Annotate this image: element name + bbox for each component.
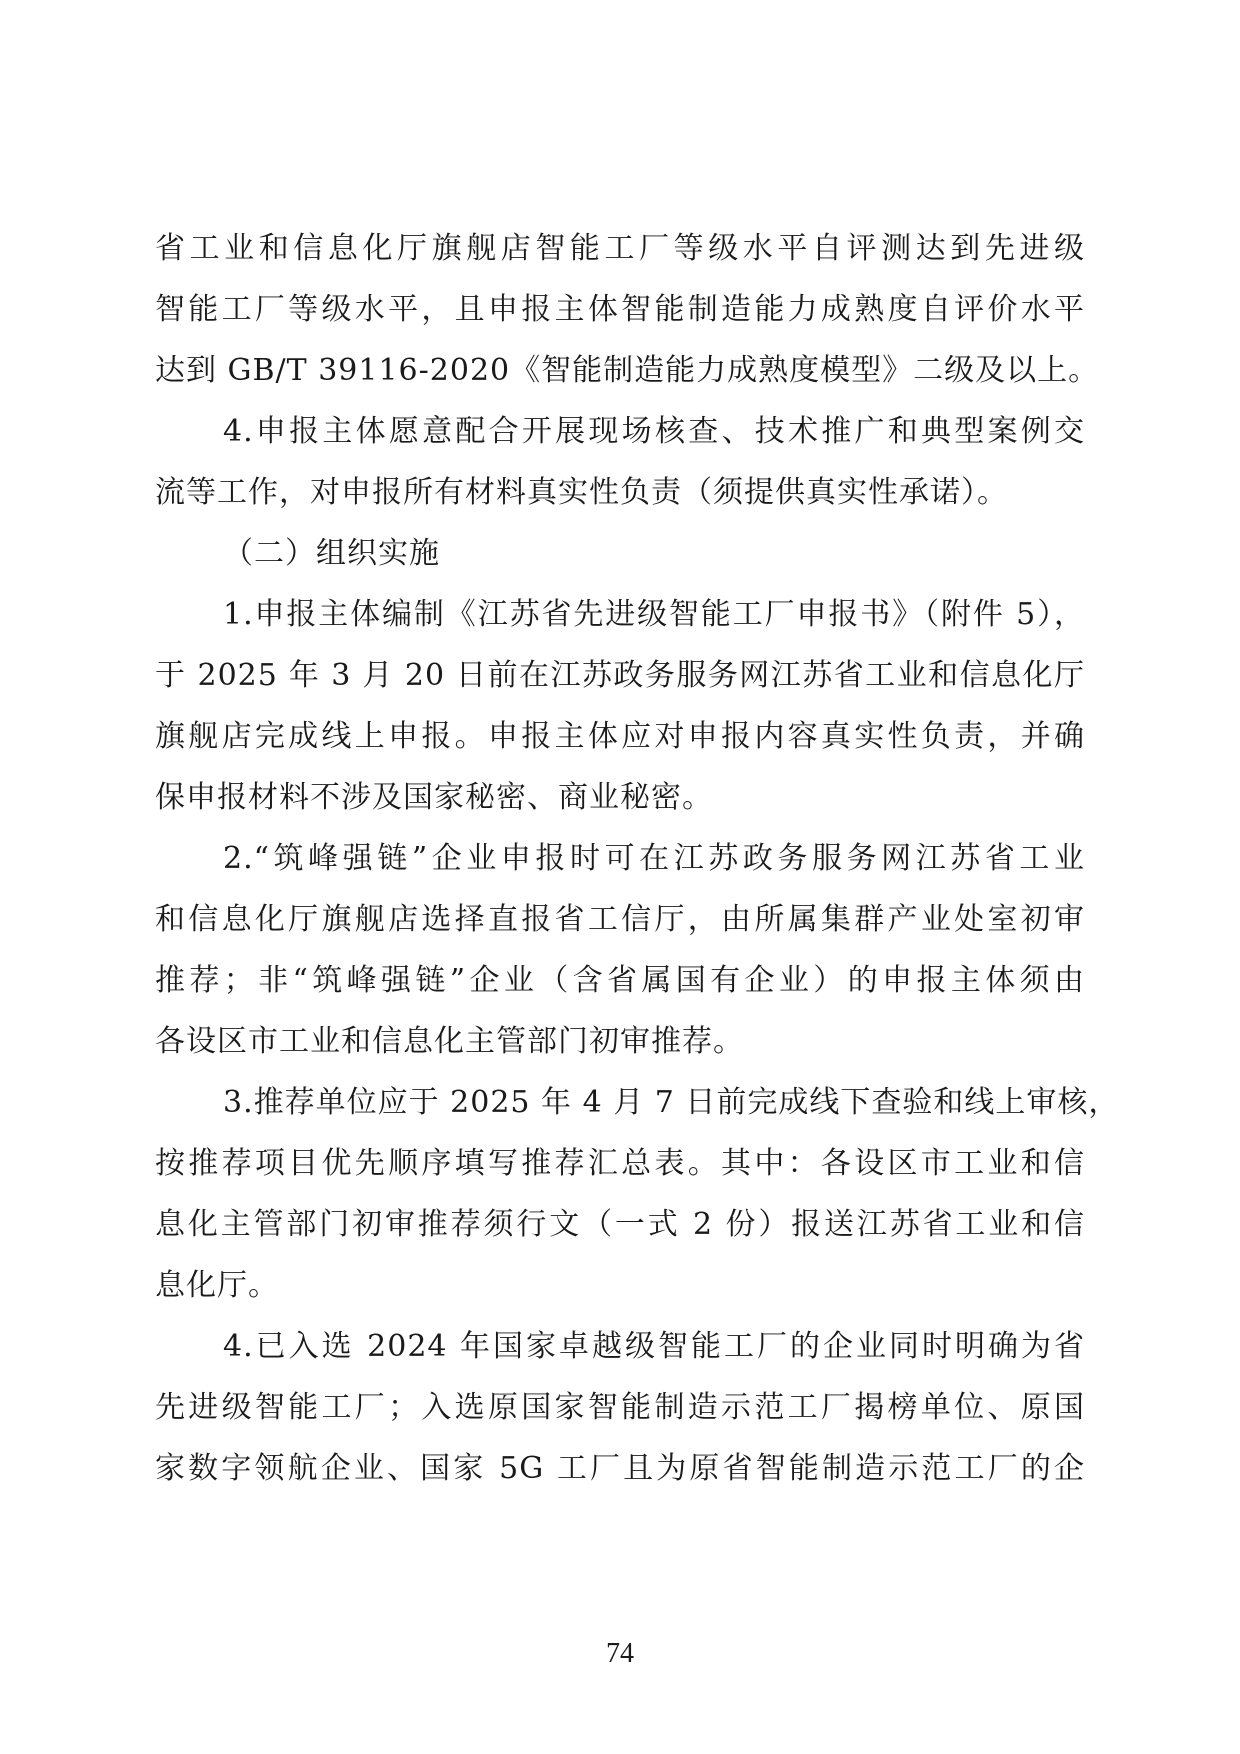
paragraph-line: 各设区市工业和信息化主管部门初审推荐。 (155, 1024, 744, 1059)
paragraph-line: 省工业和信息化厅旗舰店智能工厂等级水平自评测达到先进级 (155, 231, 1085, 266)
paragraph-line: 先进级智能工厂；入选原国家智能制造示范工厂揭榜单位、原国 (155, 1390, 1085, 1425)
paragraph-line: 息化主管部门初审推荐须行文（一式 2 份）报送江苏省工业和信 (155, 1207, 1085, 1242)
paragraph-line: 4.申报主体愿意配合开展现场核查、技术推广和典型案例交 (223, 414, 1085, 449)
paragraph-line: 流等工作，对申报所有材料真实性负责（须提供真实性承诺）。 (155, 475, 1008, 510)
paragraph-line: 家数字领航企业、国家 5G 工厂且为原省智能制造示范工厂的企 (155, 1451, 1085, 1486)
paragraph-line: 于 2025 年 3 月 20 日前在江苏政务服务网江苏省工业和信息化厅 (155, 658, 1085, 693)
paragraph-line: 3.推荐单位应于 2025 年 4 月 7 日前完成线下查验和线上审核， (223, 1085, 1120, 1120)
paragraph-line: 达到 GB/T 39116-2020《智能制造能力成熟度模型》二级及以上。 (155, 353, 1100, 388)
paragraph-line: 1.申报主体编制《江苏省先进级智能工厂申报书》（附件 5）， (223, 597, 1085, 632)
paragraph-line: 息化厅。 (155, 1268, 279, 1303)
paragraph-line: 推荐；非“筑峰强链”企业（含省属国有企业）的申报主体须由 (155, 963, 1085, 998)
paragraph-line: 和信息化厅旗舰店选择直报省工信厅，由所属集群产业处室初审 (155, 902, 1085, 937)
paragraph-line: 2.“筑峰强链”企业申报时可在江苏政务服务网江苏省工业 (223, 841, 1085, 876)
paragraph-line: 按推荐项目优先顺序填写推荐汇总表。其中：各设区市工业和信 (155, 1146, 1085, 1181)
page-number: 74 (606, 1638, 634, 1669)
paragraph-line: 保申报材料不涉及国家秘密、商业秘密。 (155, 780, 713, 815)
paragraph-line: 旗舰店完成线上申报。申报主体应对申报内容真实性负责，并确 (155, 719, 1085, 754)
paragraph-line: 智能工厂等级水平，且申报主体智能制造能力成熟度自评价水平 (155, 292, 1085, 327)
section-heading: （二）组织实施 (223, 536, 440, 571)
paragraph-line: 4.已入选 2024 年国家卓越级智能工厂的企业同时明确为省 (223, 1329, 1085, 1364)
body-text (155, 218, 1120, 1499)
